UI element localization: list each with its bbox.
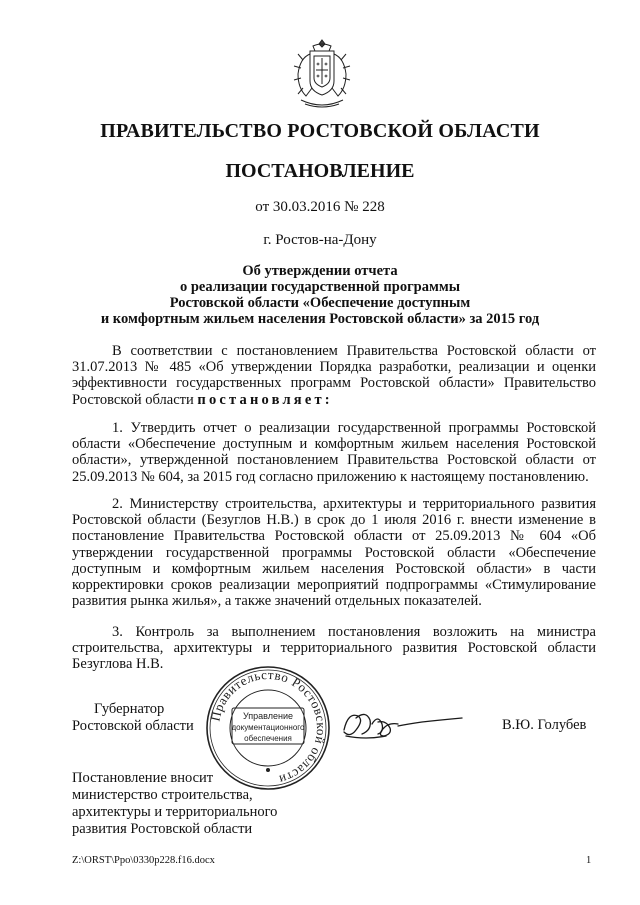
title-line: Об утверждении отчета <box>242 263 398 279</box>
signer-name: В.Ю. Голубев <box>502 717 587 733</box>
document-type: ПОСТАНОВЛЕНИЕ <box>225 160 415 182</box>
item-1-paragraph <box>72 420 596 485</box>
signer-position-line: Ростовской области <box>72 718 194 734</box>
title-line: Ростовской области «Обеспечение доступным <box>169 295 471 311</box>
preamble-paragraph <box>72 343 596 408</box>
item-1-text: 1. Утвердить отчет о реализации государственной программы Ростовской области «Обеспечение доступным и комфортным жильем населения Ростовской области», утвержденной постановлением Правительства Ростовской области от 25.09.2013 № 604, за 2015 год согласно приложению к настоящему постановлению. <box>72 420 596 485</box>
footer-page-number: 1 <box>586 855 592 866</box>
introduced-by-line: Постановление вносит <box>72 770 214 786</box>
introduced-by-line: развития Ростовской области <box>72 821 253 837</box>
seal-inner-line: обеспечения <box>244 734 292 743</box>
footer-file-path: Z:\ORST\Ppo\0330p228.f16.docx <box>72 855 215 866</box>
coat-of-arms-icon <box>291 38 353 110</box>
handwritten-signature <box>338 700 473 748</box>
item-3-text: 3. Контроль за выполнением постановления возложить на министра строительства, архитектуры и территориального развития Ростовской области Безуглова Н.В. <box>72 624 596 673</box>
seal-outer-text: Правительство Ростовской области <box>207 666 330 788</box>
organization-name: ПРАВИТЕЛЬСТВО РОСТОВСКОЙ ОБЛАСТИ <box>100 120 540 142</box>
introduced-by-line: министерство строительства, <box>72 787 253 803</box>
signer-position-line: Губернатор <box>94 701 165 717</box>
item-3-paragraph <box>72 624 596 673</box>
seal-inner-line: Управление <box>242 711 294 721</box>
resolves-word: постановляет: <box>197 391 333 408</box>
item-2-paragraph <box>72 496 596 609</box>
signer-position <box>72 701 194 735</box>
introduced-by-note <box>72 770 277 838</box>
item-2-text: 2. Министерству строительства, архитектуры и территориального развития Ростовской области (Безуглов Н.В.) в срок до 1 июля 2016 г. внести изменение в постановление Правительства Ростовской области от 25.09.2013 № 604 «Об утверждении государственной программы Ростовской области «Обеспечение доступным и комфортным жильем населения Ростовской области» в части корректировки сроков реализации мероприятий подпрограммы «Стимулирование развития рынка жилья», а также значений отдельных показателей. <box>72 496 596 610</box>
document-title <box>60 263 580 327</box>
title-line: и комфортным жильем населения Ростовской области» за 2015 год <box>100 311 540 327</box>
seal-inner-line: документационного <box>231 723 305 732</box>
document-date-number: от 30.03.2016 № 228 <box>255 199 385 215</box>
document-city: г. Ростов-на-Дону <box>263 232 377 248</box>
introduced-by-line: архитектуры и территориального <box>72 804 278 820</box>
title-line: о реализации государственной программы <box>179 279 461 295</box>
preamble-text: В соответствии с постановлением Правительства Ростовской области от 31.07.2013 № 485 «Об утверждении Порядка разработки, реализации и оценки эффективности государственных программ Ростовской области» Правительство Ростовской области <box>72 343 596 408</box>
